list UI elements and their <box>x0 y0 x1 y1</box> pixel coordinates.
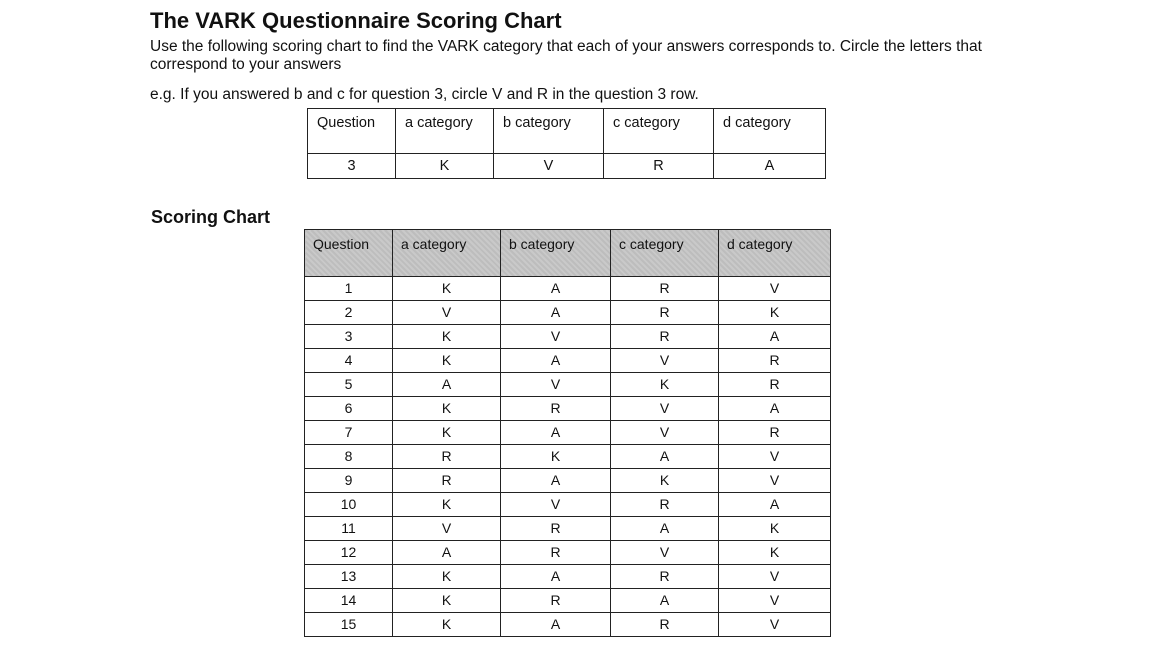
cell-c-category <box>611 469 719 493</box>
cell-letter: R <box>659 568 670 584</box>
cell-letter: A <box>659 592 670 608</box>
cell-b-category <box>501 517 611 541</box>
cell-c-category <box>611 541 719 565</box>
cell-letter: A <box>550 472 561 488</box>
hand-drawn-circle <box>659 166 693 200</box>
cell-letter: R <box>769 352 780 368</box>
cell-b-category <box>501 541 611 565</box>
question-number <box>305 349 393 373</box>
cell-letter: K <box>441 400 452 416</box>
cell-c-category <box>611 421 719 445</box>
cell-d-category <box>719 445 831 469</box>
cell-d-category <box>714 154 826 179</box>
cell-a-category <box>393 445 501 469</box>
cell-letter: K <box>659 376 670 392</box>
scoring-table <box>304 229 831 637</box>
cell-letter: 11 <box>341 520 356 536</box>
cell-letter: A <box>550 568 561 584</box>
cell-c-category <box>611 349 719 373</box>
cell-letter: V <box>543 158 554 174</box>
hand-drawn-circle <box>665 625 695 645</box>
cell-b-category <box>501 565 611 589</box>
cell-letter: R <box>659 616 670 632</box>
cell-d-category <box>719 517 831 541</box>
cell-letter: R <box>769 424 780 440</box>
cell-letter: 4 <box>344 352 353 368</box>
cell-letter: V <box>441 304 452 320</box>
cell-letter: 3 <box>344 328 353 344</box>
cell-letter: R <box>550 520 561 536</box>
header-c-category: c category <box>611 230 719 277</box>
cell-letter: K <box>441 616 452 632</box>
cell-c-category <box>611 373 719 397</box>
example-text: e.g. If you answered b and c for question 3, circle V and R in the question 3 row. <box>150 86 699 103</box>
question-number <box>305 541 393 565</box>
cell-b-category <box>501 301 611 325</box>
cell-letter: K <box>769 304 780 320</box>
question-number <box>305 493 393 517</box>
question-number <box>305 397 393 421</box>
cell-letter: V <box>550 376 561 392</box>
table-row <box>305 493 831 517</box>
cell-letter: K <box>441 592 452 608</box>
table-row <box>305 469 831 493</box>
cell-letter: A <box>769 400 780 416</box>
cell-letter: R <box>550 400 561 416</box>
cell-letter: A <box>659 448 670 464</box>
cell-letter: A <box>550 352 561 368</box>
cell-a-category <box>393 469 501 493</box>
cell-letter: 9 <box>344 472 353 488</box>
table-row <box>305 349 831 373</box>
cell-letter: A <box>441 376 452 392</box>
cell-letter: K <box>441 568 452 584</box>
cell-letter: R <box>659 304 670 320</box>
cell-a-category <box>393 325 501 349</box>
cell-letter: K <box>441 328 452 344</box>
table-row <box>305 613 831 637</box>
cell-d-category <box>719 493 831 517</box>
question-number <box>305 373 393 397</box>
cell-b-category <box>501 469 611 493</box>
table-row <box>305 565 831 589</box>
cell-b-category <box>501 397 611 421</box>
cell-c-category <box>611 613 719 637</box>
cell-a-category <box>393 613 501 637</box>
cell-letter: K <box>439 158 450 174</box>
cell-a-category <box>393 301 501 325</box>
cell-letter: A <box>550 616 561 632</box>
cell-letter: 14 <box>340 592 357 608</box>
example-table <box>307 108 826 179</box>
header-c-category: c category <box>604 109 714 154</box>
cell-letter: V <box>769 568 780 584</box>
cell-letter: V <box>659 400 670 416</box>
cell-letter: K <box>550 448 561 464</box>
cell-letter: V <box>769 616 780 632</box>
cell-d-category <box>719 421 831 445</box>
cell-letter: 2 <box>344 304 353 320</box>
table-row <box>305 397 831 421</box>
cell-letter: V <box>769 472 780 488</box>
cell-letter: 13 <box>340 568 357 584</box>
table-row <box>305 373 831 397</box>
cell-d-category <box>719 301 831 325</box>
scoring-header-row <box>305 230 831 277</box>
cell-letter: V <box>659 352 670 368</box>
cell-letter: R <box>441 472 452 488</box>
question-number <box>305 469 393 493</box>
cell-letter: K <box>769 544 780 560</box>
cell-d-category <box>719 397 831 421</box>
cell-letter: V <box>769 280 780 296</box>
question-number <box>305 565 393 589</box>
cell-c-category <box>611 277 719 301</box>
header-b-category: b category <box>501 230 611 277</box>
cell-d-category <box>719 541 831 565</box>
table-row <box>305 517 831 541</box>
cell-c-category <box>604 154 714 179</box>
cell-c-category <box>611 445 719 469</box>
cell-letter: 12 <box>340 544 357 560</box>
header-d-category: d category <box>719 230 831 277</box>
question-number <box>305 589 393 613</box>
header-a-category: a category <box>393 230 501 277</box>
cell-c-category <box>611 565 719 589</box>
cell-letter: K <box>441 280 452 296</box>
cell-d-category <box>719 565 831 589</box>
cell-c-category <box>611 397 719 421</box>
cell-a-category <box>393 541 501 565</box>
table-row <box>305 277 831 301</box>
cell-letter: V <box>441 520 452 536</box>
cell-c-category <box>611 493 719 517</box>
cell-letter: 6 <box>344 400 353 416</box>
cell-d-category <box>719 277 831 301</box>
cell-letter: 3 <box>347 158 356 174</box>
cell-letter: V <box>659 544 670 560</box>
intro-paragraph: Use the following scoring chart to find the VARK category that each of your answers corresponds to. Circle the letters that correspond to your answers <box>150 38 982 73</box>
cell-c-category <box>611 589 719 613</box>
cell-a-category <box>393 589 501 613</box>
cell-letter: 5 <box>344 376 353 392</box>
cell-letter: 10 <box>340 496 357 512</box>
header-question: Question <box>308 109 396 154</box>
cell-letter: K <box>441 496 452 512</box>
page-title: The VARK Questionnaire Scoring Chart <box>150 8 562 33</box>
cell-a-category <box>393 277 501 301</box>
cell-b-category <box>501 493 611 517</box>
cell-letter: V <box>550 496 561 512</box>
cell-d-category <box>719 589 831 613</box>
cell-letter: V <box>769 592 780 608</box>
cell-letter: R <box>441 448 452 464</box>
cell-letter: 7 <box>344 424 353 440</box>
question-number <box>305 517 393 541</box>
example-header-row <box>308 109 826 154</box>
cell-letter: V <box>659 424 670 440</box>
question-number <box>308 154 396 179</box>
cell-letter: R <box>659 280 670 296</box>
cell-c-category <box>611 517 719 541</box>
hand-drawn-circle <box>775 625 805 645</box>
cell-letter: R <box>653 158 664 174</box>
question-number <box>305 325 393 349</box>
table-row <box>305 325 831 349</box>
cell-letter: R <box>659 328 670 344</box>
cell-d-category <box>719 349 831 373</box>
cell-letter: R <box>550 592 561 608</box>
cell-b-category <box>501 589 611 613</box>
table-row <box>305 421 831 445</box>
cell-letter: A <box>550 424 561 440</box>
cell-letter: R <box>769 376 780 392</box>
cell-a-category <box>393 373 501 397</box>
cell-letter: V <box>550 328 561 344</box>
cell-b-category <box>501 421 611 445</box>
cell-letter: V <box>769 448 780 464</box>
cell-letter: A <box>550 280 561 296</box>
cell-letter: R <box>550 544 561 560</box>
cell-d-category <box>719 613 831 637</box>
header-a-category: a category <box>396 109 494 154</box>
cell-letter: A <box>441 544 452 560</box>
cell-letter: K <box>441 424 452 440</box>
question-number <box>305 301 393 325</box>
cell-b-category <box>501 445 611 469</box>
header-question: Question <box>305 230 393 277</box>
cell-letter: 8 <box>344 448 353 464</box>
hand-drawn-circle <box>549 166 583 200</box>
question-number <box>305 613 393 637</box>
header-b-category: b category <box>494 109 604 154</box>
cell-letter: A <box>550 304 561 320</box>
cell-letter: A <box>659 520 670 536</box>
cell-b-category <box>501 277 611 301</box>
cell-letter: K <box>441 352 452 368</box>
cell-letter: A <box>764 158 775 174</box>
cell-a-category <box>393 421 501 445</box>
question-number <box>305 445 393 469</box>
cell-letter: 1 <box>344 280 353 296</box>
cell-a-category <box>393 517 501 541</box>
cell-c-category <box>611 301 719 325</box>
cell-a-category <box>393 397 501 421</box>
cell-letter: A <box>769 328 780 344</box>
cell-d-category <box>719 373 831 397</box>
cell-b-category <box>501 325 611 349</box>
cell-d-category <box>719 469 831 493</box>
cell-letter: K <box>769 520 780 536</box>
cell-letter: A <box>769 496 780 512</box>
cell-letter: 15 <box>340 616 357 632</box>
cell-a-category <box>393 493 501 517</box>
hand-drawn-circle <box>447 625 477 645</box>
header-d-category: d category <box>714 109 826 154</box>
cell-b-category <box>501 613 611 637</box>
cell-a-category <box>396 154 494 179</box>
cell-a-category <box>393 349 501 373</box>
cell-a-category <box>393 565 501 589</box>
cell-c-category <box>611 325 719 349</box>
cell-b-category <box>494 154 604 179</box>
cell-d-category <box>719 325 831 349</box>
question-number <box>305 277 393 301</box>
cell-letter: K <box>659 472 670 488</box>
example-row <box>308 154 826 179</box>
cell-b-category <box>501 373 611 397</box>
question-number <box>305 421 393 445</box>
section-title: Scoring Chart <box>151 207 271 227</box>
cell-b-category <box>501 349 611 373</box>
cell-letter: R <box>659 496 670 512</box>
